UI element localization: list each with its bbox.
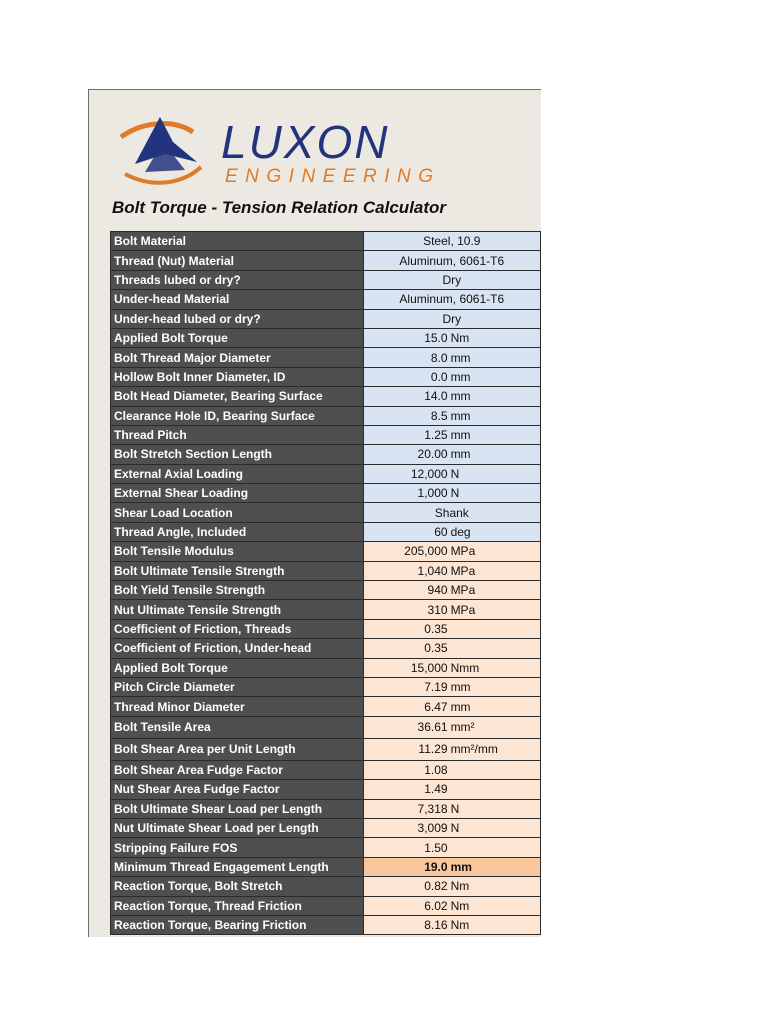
row-value <box>363 639 540 658</box>
value-number: 6.47 <box>424 699 448 714</box>
table-row <box>111 677 541 696</box>
row-value[interactable] <box>363 425 540 444</box>
table-row <box>111 561 541 580</box>
table-row <box>111 738 541 760</box>
value-unit: N <box>450 821 460 836</box>
table-row <box>111 251 541 270</box>
value-unit: mm²/mm <box>450 742 498 757</box>
row-label: Coefficient of Friction, Under-head <box>111 639 364 658</box>
row-value <box>363 658 540 677</box>
row-label: Nut Ultimate Shear Load per Length <box>111 818 364 837</box>
row-label: Reaction Torque, Bolt Stretch <box>111 877 364 896</box>
row-label: Bolt Shear Area Fudge Factor <box>111 760 364 779</box>
table-row <box>111 716 541 738</box>
table-row <box>111 581 541 600</box>
row-label: Thread (Nut) Material <box>111 251 364 270</box>
value-unit: deg <box>450 525 471 540</box>
value-unit: MPa <box>450 544 476 559</box>
value-number: 1.25 <box>424 428 448 443</box>
value-unit: mm <box>450 428 471 443</box>
row-value <box>363 581 540 600</box>
row-label: Coefficient of Friction, Threads <box>111 619 364 638</box>
value-unit: N <box>450 486 460 501</box>
value-number: 1.08 <box>424 762 448 777</box>
table-row <box>111 896 541 915</box>
value-number: 0.35 <box>424 622 448 636</box>
row-label: Nut Ultimate Tensile Strength <box>111 600 364 619</box>
row-value[interactable] <box>363 445 540 464</box>
value-number: 15.0 <box>424 331 448 346</box>
table-row <box>111 658 541 677</box>
value-number: 3,009 <box>417 821 448 836</box>
table-row <box>111 799 541 818</box>
luxon-logo <box>115 112 515 192</box>
row-label: External Axial Loading <box>111 464 364 483</box>
value-number: 8.16 <box>424 918 448 933</box>
row-label: Bolt Stretch Section Length <box>111 445 364 464</box>
table-row <box>111 387 541 406</box>
table-row <box>111 503 541 522</box>
row-label: Bolt Ultimate Tensile Strength <box>111 561 364 580</box>
row-value <box>363 838 540 857</box>
row-label: Thread Angle, Included <box>111 522 364 541</box>
row-value[interactable]: Aluminum, 6061-T6 <box>363 251 540 270</box>
row-value <box>363 857 540 876</box>
row-value <box>363 780 540 799</box>
table-row <box>111 445 541 464</box>
value-unit: N <box>450 466 460 481</box>
table-row <box>111 290 541 309</box>
logo-sub-text: ENGINEERING <box>225 166 441 187</box>
value-number: 11.29 <box>418 742 448 757</box>
value-number: 20.00 <box>417 447 448 462</box>
row-label: Thread Pitch <box>111 425 364 444</box>
table-row <box>111 838 541 857</box>
row-label: Hollow Bolt Inner Diameter, ID <box>111 367 364 386</box>
row-label: Reaction Torque, Thread Friction <box>111 896 364 915</box>
row-value[interactable]: Shank <box>363 503 540 522</box>
logo-mark-icon <box>121 117 201 183</box>
row-label: Minimum Thread Engagement Length <box>111 857 364 876</box>
value-number: 36.61 <box>417 720 448 735</box>
table-row <box>111 522 541 541</box>
row-value[interactable] <box>363 367 540 386</box>
value-number: 15,000 <box>410 660 448 675</box>
table-row <box>111 232 541 251</box>
row-label: Bolt Yield Tensile Strength <box>111 581 364 600</box>
value-number: 310 <box>427 602 448 617</box>
row-label: Thread Minor Diameter <box>111 697 364 716</box>
value-unit: Nmm <box>450 660 480 675</box>
row-value[interactable]: Dry <box>363 309 540 328</box>
value-unit: Nm <box>450 918 470 933</box>
value-number: 8.5 <box>430 408 448 423</box>
row-value <box>363 561 540 580</box>
value-number: 1.49 <box>424 782 448 797</box>
row-label: Bolt Tensile Area <box>111 716 364 738</box>
table-row <box>111 464 541 483</box>
row-value <box>363 716 540 738</box>
row-value[interactable] <box>363 464 540 483</box>
table-row <box>111 367 541 386</box>
row-label: Bolt Material <box>111 232 364 251</box>
row-value <box>363 760 540 779</box>
row-label: Threads lubed or dry? <box>111 270 364 289</box>
value-unit: mm <box>450 699 471 714</box>
table-row <box>111 328 541 347</box>
row-label: Stripping Failure FOS <box>111 838 364 857</box>
row-label: Applied Bolt Torque <box>111 328 364 347</box>
row-value[interactable]: Steel, 10.9 <box>363 232 540 251</box>
value-number: 1,000 <box>417 486 448 501</box>
table-row <box>111 484 541 503</box>
value-number: 1.50 <box>424 840 448 855</box>
row-label: Reaction Torque, Bearing Friction <box>111 915 364 934</box>
value-unit: mm <box>450 350 471 365</box>
table-row <box>111 857 541 876</box>
row-value[interactable]: Aluminum, 6061-T6 <box>363 290 540 309</box>
row-value <box>363 877 540 896</box>
value-number: 0.0 <box>430 369 448 384</box>
value-unit: mm² <box>450 720 475 735</box>
row-label: Shear Load Location <box>111 503 364 522</box>
row-value <box>363 799 540 818</box>
table-row <box>111 406 541 425</box>
table-row <box>111 542 541 561</box>
row-value <box>363 677 540 696</box>
spreadsheet-panel <box>88 89 541 937</box>
table-row <box>111 697 541 716</box>
row-value <box>363 738 540 760</box>
table-row <box>111 348 541 367</box>
row-value <box>363 915 540 934</box>
row-value[interactable] <box>363 484 540 503</box>
value-unit: MPa <box>450 563 476 578</box>
row-value[interactable] <box>363 348 540 367</box>
value-unit: mm <box>450 680 471 695</box>
value-unit: mm <box>450 447 471 462</box>
value-number: 1,040 <box>417 563 448 578</box>
table-row <box>111 818 541 837</box>
value-number: 940 <box>427 583 448 598</box>
row-label: Bolt Thread Major Diameter <box>111 348 364 367</box>
value-number: 60 <box>434 525 448 540</box>
value-unit: mm <box>450 408 471 423</box>
table-row <box>111 425 541 444</box>
row-value <box>363 619 540 638</box>
value-unit: MPa <box>450 602 476 617</box>
row-value[interactable]: Dry <box>363 270 540 289</box>
table-row <box>111 639 541 658</box>
row-value[interactable] <box>363 328 540 347</box>
row-label: Under-head lubed or dry? <box>111 309 364 328</box>
value-number: 8.0 <box>430 350 448 365</box>
row-label: Bolt Head Diameter, Bearing Surface <box>111 387 364 406</box>
page-title: Bolt Torque - Tension Relation Calculator <box>112 198 447 217</box>
value-unit: mm <box>450 369 471 384</box>
value-number: 7.19 <box>424 680 448 695</box>
row-label: Pitch Circle Diameter <box>111 677 364 696</box>
table-row <box>111 619 541 638</box>
table-row <box>111 270 541 289</box>
value-number: 12,000 <box>410 466 448 481</box>
row-value <box>363 542 540 561</box>
table-row <box>111 600 541 619</box>
row-value[interactable] <box>363 406 540 425</box>
row-value <box>363 818 540 837</box>
row-label: Clearance Hole ID, Bearing Surface <box>111 406 364 425</box>
logo-brand-text: LUXON <box>221 116 390 168</box>
row-label: External Shear Loading <box>111 484 364 503</box>
value-unit: N <box>450 801 460 816</box>
value-number: 205,000 <box>404 544 448 559</box>
row-label: Applied Bolt Torque <box>111 658 364 677</box>
row-value <box>363 697 540 716</box>
value-number: 14.0 <box>424 389 448 404</box>
table-row <box>111 780 541 799</box>
row-label: Nut Shear Area Fudge Factor <box>111 780 364 799</box>
value-number: 0.35 <box>424 641 448 656</box>
value-unit: mm <box>450 389 471 404</box>
table-row <box>111 309 541 328</box>
table-row <box>111 915 541 934</box>
row-value <box>363 600 540 619</box>
value-number: 7,318 <box>417 801 448 816</box>
calculator-table <box>110 231 541 935</box>
value-unit: MPa <box>450 583 476 598</box>
value-unit: Nm <box>450 879 470 894</box>
row-label: Bolt Tensile Modulus <box>111 542 364 561</box>
value-number: 19.0 <box>424 859 448 874</box>
row-label: Bolt Ultimate Shear Load per Length <box>111 799 364 818</box>
value-number: 6.02 <box>424 898 448 913</box>
row-label: Bolt Shear Area per Unit Length <box>111 738 364 760</box>
row-value[interactable] <box>363 387 540 406</box>
value-unit: Nm <box>450 331 470 346</box>
row-value <box>363 896 540 915</box>
table-row <box>111 760 541 779</box>
value-number: 0.82 <box>424 879 448 894</box>
table-row <box>111 877 541 896</box>
value-unit: mm <box>450 859 472 874</box>
row-label: Under-head Material <box>111 290 364 309</box>
row-value[interactable] <box>363 522 540 541</box>
value-unit: Nm <box>450 898 470 913</box>
